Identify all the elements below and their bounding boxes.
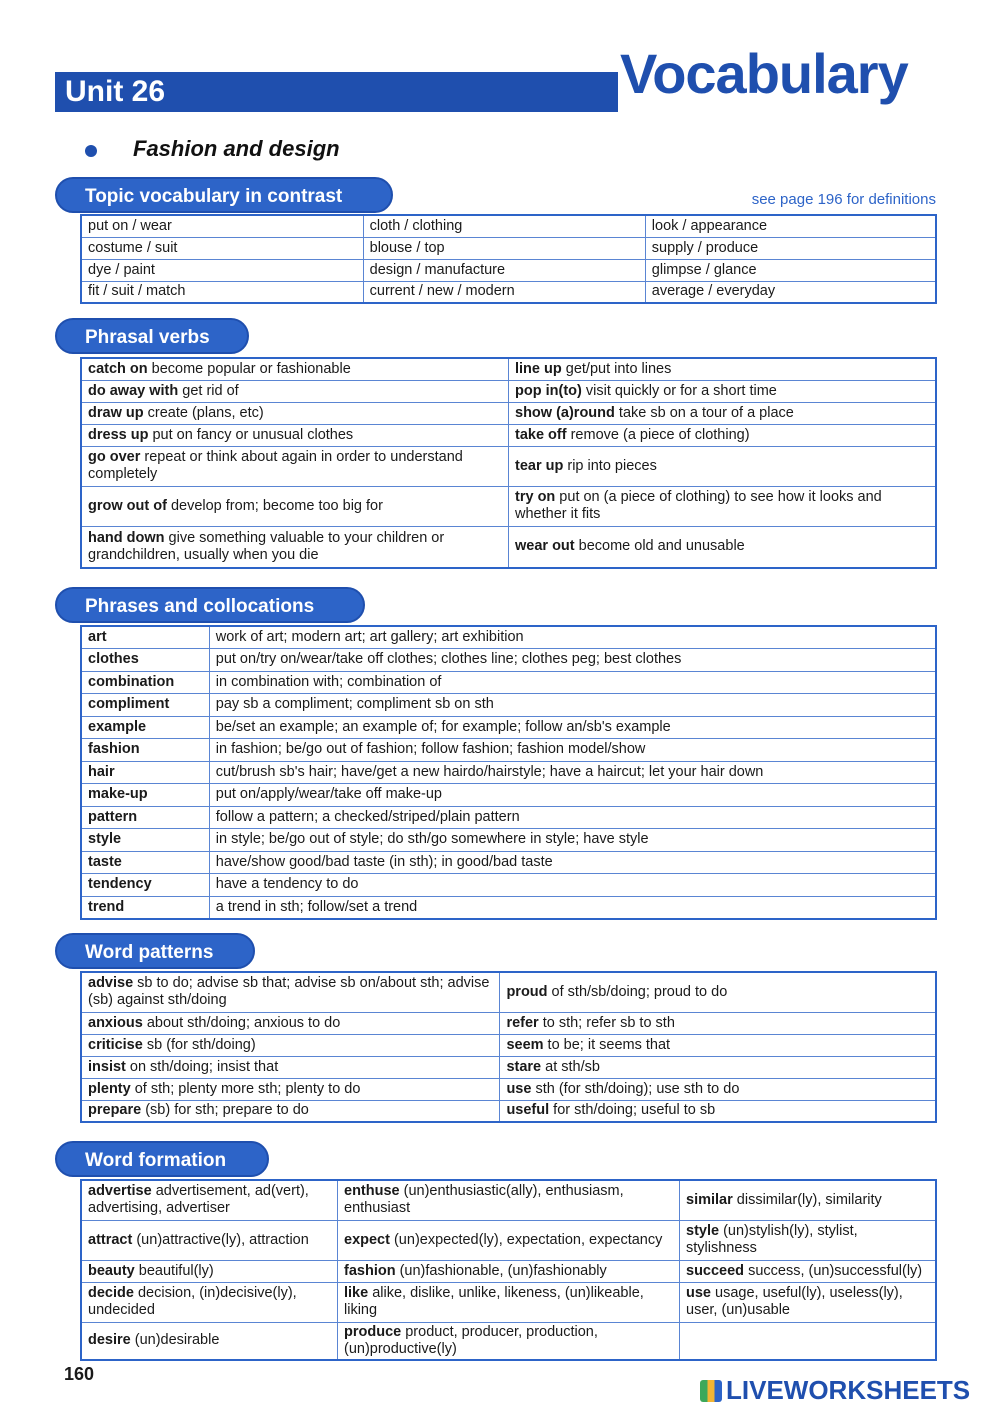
headword: tear up: [515, 457, 564, 474]
definition: at sth/sb: [541, 1058, 600, 1075]
topic-title-text: Fashion and design: [133, 136, 340, 161]
table-cell: [338, 1260, 680, 1282]
definition: (un)attractive(ly), attraction: [132, 1231, 309, 1248]
definition: beautiful(ly): [134, 1262, 214, 1279]
table-cell: work of art; modern art; art gallery; art exhibition: [209, 626, 936, 649]
table-cell: [500, 1078, 936, 1100]
table-cell: in fashion; be/go out of fashion; follow fashion; fashion model/show: [209, 739, 936, 762]
table-cell: in combination with; combination of: [209, 671, 936, 694]
table-cell: supply / produce: [645, 237, 936, 259]
definition: of sth/sb/doing; proud to do: [547, 983, 728, 1000]
table-cell: blouse / top: [363, 237, 645, 259]
page-number: 160: [64, 1364, 95, 1384]
table-row: [81, 1056, 936, 1078]
table-cell: in style; be/go out of style; do sth/go somewhere in style; have style: [209, 829, 936, 852]
table-row: [81, 626, 936, 649]
headword: enthuse: [344, 1183, 400, 1200]
table-cell: dye / paint: [81, 259, 363, 281]
table-cell: compliment: [81, 694, 209, 717]
definition: dissimilar(ly), similarity: [732, 1191, 882, 1208]
table-cell: [680, 1220, 937, 1260]
table-cell: [509, 486, 937, 526]
table-cell: fit / suit / match: [81, 281, 363, 303]
table-cell: [500, 1034, 936, 1056]
table-cell: example: [81, 716, 209, 739]
headword: catch on: [88, 360, 148, 377]
table-cell: have/show good/bad taste (in sth); in good/bad taste: [209, 851, 936, 874]
table-cell: pay sb a compliment; compliment sb on sth: [209, 694, 936, 717]
table-cell: [81, 1180, 338, 1220]
table-cell: trend: [81, 896, 209, 919]
table-cell: [509, 358, 937, 380]
liveworksheets-icon: [700, 1380, 722, 1402]
definition: (un)enthusiastic(ally), enthusiasm, enthusiast: [344, 1183, 624, 1217]
table-row: [81, 446, 936, 486]
table-cell: [81, 1322, 338, 1360]
table-cell: [509, 402, 937, 424]
table-cell: [338, 1282, 680, 1322]
headword: line up: [515, 360, 562, 377]
table-cell: [81, 1012, 500, 1034]
table-row: [81, 281, 936, 303]
table-cell: art: [81, 626, 209, 649]
table-cell: [500, 1012, 936, 1034]
headword: stare: [506, 1058, 542, 1075]
table-cell: [509, 380, 937, 402]
table-cell: combination: [81, 671, 209, 694]
definition: repeat or think about again in order to understand completely: [88, 449, 463, 482]
headword: advise: [88, 975, 134, 992]
table-cell: cut/brush sb's hair; have/get a new hairdo/hairstyle; have a haircut; let your hair down: [209, 761, 936, 784]
definition: product, producer, production, (un)productive(ly): [344, 1323, 598, 1357]
table-cell: [81, 424, 509, 446]
headword: produce: [344, 1323, 402, 1340]
table-cell: make-up: [81, 784, 209, 807]
table-cell: [338, 1180, 680, 1220]
table-row: [81, 1260, 936, 1282]
table-cell: [680, 1282, 937, 1322]
headword: advertise: [88, 1183, 152, 1200]
pill-word-formation: Word formation: [55, 1141, 269, 1177]
table-cell: [500, 1100, 936, 1122]
table-row: [81, 1282, 936, 1322]
table-cell: [81, 1282, 338, 1322]
definition: (sb) for sth; prepare to do: [141, 1102, 309, 1119]
definition: to sth; refer sb to sth: [538, 1014, 675, 1031]
table-cell: style: [81, 829, 209, 852]
topic-vocabulary-table: [80, 214, 937, 304]
table-row: [81, 1322, 936, 1360]
table-cell: [680, 1322, 937, 1360]
table-cell: [81, 446, 509, 486]
table-row: [81, 829, 936, 852]
definition: remove (a piece of clothing): [566, 426, 750, 443]
table-row: [81, 896, 936, 919]
table-row: [81, 716, 936, 739]
table-cell: have a tendency to do: [209, 874, 936, 897]
table-cell: glimpse / glance: [645, 259, 936, 281]
table-cell: cloth / clothing: [363, 215, 645, 237]
table-row: [81, 694, 936, 717]
phrases-collocations-table: [80, 625, 937, 920]
table-cell: [509, 424, 937, 446]
unit-label: Unit 26: [65, 75, 166, 108]
topic-title: [85, 136, 340, 162]
headword: take off: [515, 426, 567, 443]
table-row: [81, 1180, 936, 1220]
definition: rip into pieces: [563, 457, 657, 474]
table-row: [81, 649, 936, 672]
pill-phrasal-verbs: Phrasal verbs: [55, 318, 249, 354]
see-page-note: see page 196 for definitions: [751, 191, 936, 208]
table-cell: pattern: [81, 806, 209, 829]
headword: succeed: [686, 1262, 745, 1279]
definition: get/put into lines: [561, 360, 672, 377]
table-row: [81, 761, 936, 784]
table-cell: follow a pattern; a checked/striped/plain pattern: [209, 806, 936, 829]
vocabulary-title: [618, 42, 960, 112]
table-row: [81, 1078, 936, 1100]
table-cell: [81, 1100, 500, 1122]
table-row: [81, 739, 936, 762]
vocabulary-title-text: Vocabulary: [620, 42, 908, 105]
table-cell: current / new / modern: [363, 281, 645, 303]
table-cell: taste: [81, 851, 209, 874]
definition: for sth/doing; useful to sb: [549, 1102, 716, 1119]
headword: proud: [506, 983, 548, 1000]
definition: (un)expected(ly), expectation, expectancy: [389, 1231, 663, 1248]
definition: become popular or fashionable: [147, 360, 351, 377]
definition: on sth/doing; insist that: [125, 1058, 279, 1075]
definition: of sth; plenty more sth; plenty to do: [130, 1080, 361, 1097]
headword: seem: [506, 1036, 544, 1053]
table-row: [81, 358, 936, 380]
definition: visit quickly or for a short time: [581, 382, 777, 399]
table-row: [81, 1220, 936, 1260]
headword: use: [686, 1285, 711, 1301]
table-cell: [338, 1322, 680, 1360]
table-row: [81, 526, 936, 568]
table-cell: [81, 1220, 338, 1260]
table-row: [81, 1012, 936, 1034]
headword: expect: [344, 1231, 390, 1248]
table-row: [81, 851, 936, 874]
definition: sb to do; advise sb that; advise sb on/about sth; advise (sb) against sth/doing: [88, 975, 490, 1009]
table-row: [81, 671, 936, 694]
table-cell: be/set an example; an example of; for example; follow an/sb's example: [209, 716, 936, 739]
table-cell: [81, 1260, 338, 1282]
table-cell: [81, 358, 509, 380]
headword: do away with: [88, 382, 179, 399]
definition: decision, (in)decisive(ly), undecided: [88, 1285, 297, 1318]
headword: attract: [88, 1231, 133, 1248]
table-row: [81, 402, 936, 424]
headword: insist: [88, 1058, 126, 1075]
definition: sb (for sth/doing): [142, 1036, 256, 1053]
definition: put on fancy or unusual clothes: [148, 426, 354, 443]
table-cell: [81, 380, 509, 402]
table-row: [81, 1100, 936, 1122]
table-cell: [81, 1034, 500, 1056]
definition: give something valuable to your children or grandchildren, usually when you die: [88, 529, 445, 563]
table-row: [81, 424, 936, 446]
headword: beauty: [88, 1262, 135, 1279]
headword: grow out of: [88, 497, 167, 514]
table-cell: [680, 1260, 937, 1282]
definition: (un)desirable: [130, 1332, 220, 1348]
table-row: [81, 972, 936, 1012]
headword: try on: [515, 489, 556, 505]
table-cell: [509, 446, 937, 486]
headword: pop in(to): [515, 382, 582, 399]
definition: to be; it seems that: [543, 1036, 671, 1053]
table-cell: [338, 1220, 680, 1260]
table-cell: [680, 1180, 937, 1220]
table-row: [81, 874, 936, 897]
headword: show (a)round: [515, 404, 615, 421]
table-row: [81, 486, 936, 526]
headword: hand down: [88, 529, 165, 546]
table-cell: put on / wear: [81, 215, 363, 237]
table-cell: put on/apply/wear/take off make-up: [209, 784, 936, 807]
phrasal-verbs-table: [80, 357, 937, 569]
definition: take sb on a tour of a place: [614, 404, 794, 421]
definition: put on (a piece of clothing) to see how it looks and whether it fits: [515, 489, 882, 522]
definition: sth (for sth/doing); use sth to do: [531, 1080, 740, 1097]
headword: prepare: [88, 1102, 142, 1119]
table-cell: [509, 526, 937, 568]
table-cell: [81, 526, 509, 568]
table-cell: [500, 1056, 936, 1078]
headword: plenty: [88, 1080, 131, 1097]
table-cell: look / appearance: [645, 215, 936, 237]
definition: become old and unusable: [574, 538, 745, 555]
table-cell: [81, 1056, 500, 1078]
headword: useful: [506, 1102, 550, 1119]
definition: alike, dislike, unlike, likeness, (un)likeable, liking: [344, 1285, 644, 1318]
table-cell: design / manufacture: [363, 259, 645, 281]
table-cell: tendency: [81, 874, 209, 897]
pill-phrases-collocations: Phrases and collocations: [55, 587, 365, 623]
table-row: [81, 237, 936, 259]
table-row: [81, 1034, 936, 1056]
table-cell: put on/try on/wear/take off clothes; clothes line; clothes peg; best clothes: [209, 649, 936, 672]
definition: get rid of: [178, 382, 239, 399]
headword: draw up: [88, 404, 144, 421]
pill-topic-vocabulary: Topic vocabulary in contrast: [55, 177, 393, 213]
table-row: [81, 380, 936, 402]
table-row: [81, 806, 936, 829]
table-row: [81, 259, 936, 281]
liveworksheets-logo: [700, 1375, 970, 1406]
table-cell: [81, 1078, 500, 1100]
headword: style: [686, 1223, 720, 1239]
table-row: [81, 215, 936, 237]
headword: anxious: [88, 1014, 143, 1031]
table-cell: clothes: [81, 649, 209, 672]
headword: decide: [88, 1285, 134, 1301]
word-patterns-table: [80, 971, 937, 1123]
definition: advertisement, ad(vert), advertising, advertiser: [88, 1183, 309, 1217]
pill-word-patterns: Word patterns: [55, 933, 255, 969]
headword: use: [506, 1080, 532, 1097]
headword: similar: [686, 1191, 733, 1208]
headword: like: [344, 1285, 369, 1301]
table-cell: costume / suit: [81, 237, 363, 259]
table-cell: [81, 972, 500, 1012]
definition: (un)fashionable, (un)fashionably: [395, 1262, 607, 1279]
definition: (un)stylish(ly), stylist, stylishness: [686, 1223, 858, 1256]
definition: usage, useful(ly), useless(ly), user, (un)usable: [686, 1285, 903, 1318]
word-formation-table: [80, 1179, 937, 1361]
definition: create (plans, etc): [143, 404, 264, 421]
table-cell: fashion: [81, 739, 209, 762]
headword: fashion: [344, 1262, 396, 1279]
table-cell: [500, 972, 936, 1012]
table-cell: [81, 402, 509, 424]
headword: wear out: [515, 538, 575, 555]
definition: develop from; become too big for: [166, 497, 383, 514]
headword: desire: [88, 1332, 131, 1348]
definition: success, (un)successful(ly): [744, 1262, 923, 1279]
table-cell: [81, 486, 509, 526]
headword: go over: [88, 449, 141, 465]
definition: about sth/doing; anxious to do: [142, 1014, 341, 1031]
headword: criticise: [88, 1036, 143, 1053]
table-row: [81, 784, 936, 807]
table-cell: hair: [81, 761, 209, 784]
headword: dress up: [88, 426, 149, 443]
table-cell: a trend in sth; follow/set a trend: [209, 896, 936, 919]
table-cell: average / everyday: [645, 281, 936, 303]
headword: refer: [506, 1014, 539, 1031]
liveworksheets-brand: LIVEWORKSHEETS: [726, 1375, 971, 1405]
